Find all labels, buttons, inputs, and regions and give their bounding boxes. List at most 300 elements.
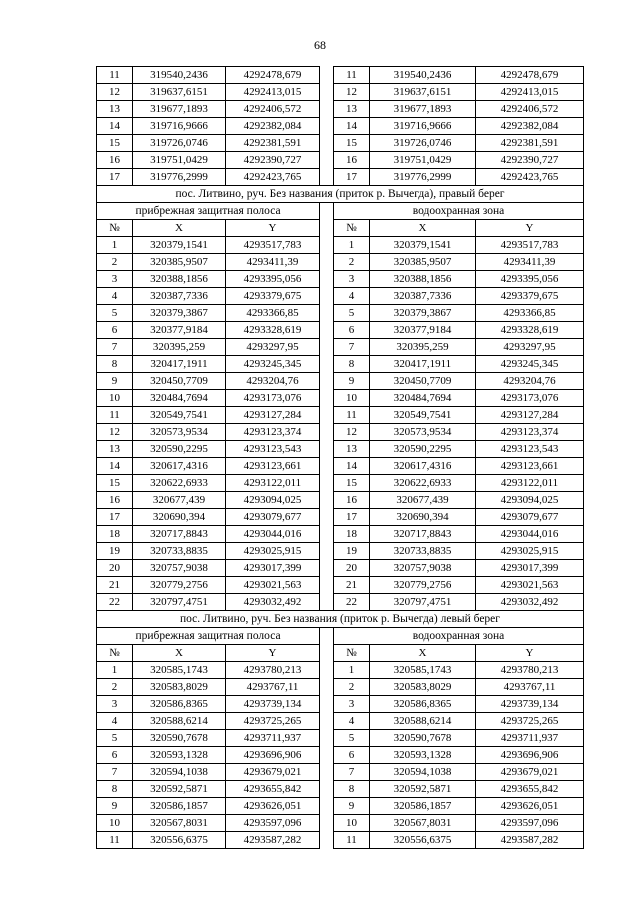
- table-cell: 4292381,591: [476, 135, 584, 152]
- column-gap: [320, 764, 334, 781]
- table-cell: 319677,1893: [370, 101, 476, 118]
- column-gap: [320, 441, 334, 458]
- table-cell: 4293696,906: [476, 747, 584, 764]
- table-row: [97, 118, 584, 135]
- table-cell: 320585,1743: [133, 662, 226, 679]
- column-gap: [320, 594, 334, 611]
- table-cell: 320797,4751: [370, 594, 476, 611]
- table-cell: 22: [334, 594, 370, 611]
- table-cell: 15: [97, 475, 133, 492]
- table-cell: Y: [476, 220, 584, 237]
- table-cell: 320592,5871: [370, 781, 476, 798]
- table-cell: 4292478,679: [476, 67, 584, 84]
- table-cell: 4293597,096: [476, 815, 584, 832]
- coordinates-table: [96, 66, 584, 849]
- table-cell: 320617,4316: [370, 458, 476, 475]
- table-cell: 4293696,906: [226, 747, 320, 764]
- table-cell: 14: [97, 458, 133, 475]
- table-cell: 4293328,619: [476, 322, 584, 339]
- table-row: [97, 764, 584, 781]
- table-cell: 320622,6933: [370, 475, 476, 492]
- table-cell: 11: [334, 67, 370, 84]
- table-cell: 2: [334, 254, 370, 271]
- table-cell: 4293025,915: [476, 543, 584, 560]
- column-gap: [320, 815, 334, 832]
- table-cell: 11: [334, 407, 370, 424]
- table-cell: 320379,3867: [133, 305, 226, 322]
- table-cell: 21: [334, 577, 370, 594]
- table-cell: 16: [334, 152, 370, 169]
- table-row: [97, 815, 584, 832]
- table-cell: 4293173,076: [476, 390, 584, 407]
- table-cell: 20: [334, 560, 370, 577]
- table-cell: 7: [334, 764, 370, 781]
- table-cell: 4293017,399: [476, 560, 584, 577]
- page-number: 68: [314, 38, 326, 52]
- table-cell: 4: [334, 713, 370, 730]
- table-cell: 12: [97, 424, 133, 441]
- table-cell: 3: [97, 696, 133, 713]
- table-cell: 320450,7709: [370, 373, 476, 390]
- table-cell: 320417,1911: [133, 356, 226, 373]
- table-cell: 4293079,677: [476, 509, 584, 526]
- table-cell: 4293173,076: [226, 390, 320, 407]
- table-cell: 9: [97, 798, 133, 815]
- column-gap: [320, 169, 334, 186]
- table-cell: 3: [97, 271, 133, 288]
- table-cell: 16: [334, 492, 370, 509]
- table-cell: 320395,259: [133, 339, 226, 356]
- zone-header-row: [97, 628, 584, 645]
- table-cell: 320484,7694: [133, 390, 226, 407]
- coordinates-table-body: [97, 67, 584, 849]
- table-cell: 4293711,937: [226, 730, 320, 747]
- table-row: [97, 84, 584, 101]
- table-cell: 319637,6151: [133, 84, 226, 101]
- column-gap: [320, 84, 334, 101]
- table-cell: 3: [334, 271, 370, 288]
- table-cell: 16: [97, 152, 133, 169]
- table-cell: 12: [334, 424, 370, 441]
- table-cell: 13: [97, 441, 133, 458]
- table-row: [97, 373, 584, 390]
- table-cell: 10: [97, 815, 133, 832]
- column-gap: [320, 356, 334, 373]
- table-cell: 320549,7541: [133, 407, 226, 424]
- table-cell: 320556,6375: [370, 832, 476, 849]
- table-cell: 18: [97, 526, 133, 543]
- column-gap: [320, 509, 334, 526]
- table-cell: 320388,1856: [133, 271, 226, 288]
- table-cell: 14: [97, 118, 133, 135]
- table-cell: 4: [97, 713, 133, 730]
- table-cell: 320594,1038: [370, 764, 476, 781]
- table-row: [97, 424, 584, 441]
- column-gap: [320, 645, 334, 662]
- column-gap: [320, 288, 334, 305]
- table-cell: 319540,2436: [370, 67, 476, 84]
- table-cell: 320779,2756: [133, 577, 226, 594]
- column-gap: [320, 271, 334, 288]
- table-cell: 320592,5871: [133, 781, 226, 798]
- table-row: [97, 169, 584, 186]
- table-row: [97, 543, 584, 560]
- table-cell: 2: [97, 254, 133, 271]
- table-cell: 4293655,842: [476, 781, 584, 798]
- table-cell: 319776,2999: [133, 169, 226, 186]
- table-cell: 4293245,345: [226, 356, 320, 373]
- table-cell: 4293032,492: [476, 594, 584, 611]
- table-row: [97, 390, 584, 407]
- table-row: [97, 781, 584, 798]
- column-gap: [320, 407, 334, 424]
- table-cell: 4293123,661: [226, 458, 320, 475]
- column-gap: [320, 526, 334, 543]
- table-cell: 4293366,85: [476, 305, 584, 322]
- table-cell: 10: [97, 390, 133, 407]
- table-cell: 4293021,563: [226, 577, 320, 594]
- table-cell: 320757,9038: [133, 560, 226, 577]
- table-row: [97, 747, 584, 764]
- table-cell: 319751,0429: [370, 152, 476, 169]
- table-cell: 12: [334, 84, 370, 101]
- table-cell: 320622,6933: [133, 475, 226, 492]
- table-cell: 5: [334, 730, 370, 747]
- table-cell: 4293123,543: [476, 441, 584, 458]
- table-row: [97, 458, 584, 475]
- table-cell: 7: [334, 339, 370, 356]
- table-cell: 12: [97, 84, 133, 101]
- table-cell: 320757,9038: [370, 560, 476, 577]
- table-cell: 4292478,679: [226, 67, 320, 84]
- table-cell: 17: [334, 509, 370, 526]
- table-cell: 13: [334, 441, 370, 458]
- table-cell: 4292382,084: [476, 118, 584, 135]
- table-row: [97, 152, 584, 169]
- table-row: [97, 322, 584, 339]
- table-row: [97, 832, 584, 849]
- table-cell: 8: [97, 356, 133, 373]
- table-cell: 4: [97, 288, 133, 305]
- table-cell: 4292382,084: [226, 118, 320, 135]
- zone-label-left: прибрежная защитная полоса: [97, 628, 320, 645]
- table-row: [97, 492, 584, 509]
- table-cell: 4293395,056: [226, 271, 320, 288]
- table-cell: 320583,8029: [370, 679, 476, 696]
- table-cell: 4293725,265: [226, 713, 320, 730]
- column-gap: [320, 730, 334, 747]
- table-cell: 4293032,492: [226, 594, 320, 611]
- table-cell: 4293204,76: [226, 373, 320, 390]
- table-cell: 10: [334, 390, 370, 407]
- table-cell: 8: [97, 781, 133, 798]
- table-row: [97, 67, 584, 84]
- table-cell: 1: [97, 662, 133, 679]
- table-cell: 4293780,213: [476, 662, 584, 679]
- table-cell: X: [370, 645, 476, 662]
- table-cell: 4293017,399: [226, 560, 320, 577]
- section-title: пос. Литвино, руч. Без названия (приток р. Вычегда) левый берег: [97, 611, 584, 628]
- table-cell: 319751,0429: [133, 152, 226, 169]
- table-cell: 4292423,765: [226, 169, 320, 186]
- table-cell: X: [370, 220, 476, 237]
- table-cell: 320567,8031: [370, 815, 476, 832]
- column-gap: [320, 747, 334, 764]
- table-row: [97, 798, 584, 815]
- table-row: [97, 577, 584, 594]
- table-cell: 4293079,677: [226, 509, 320, 526]
- column-gap: [320, 237, 334, 254]
- column-gap: [320, 390, 334, 407]
- column-gap: [320, 679, 334, 696]
- table-cell: 320377,9184: [370, 322, 476, 339]
- table-cell: 4293123,661: [476, 458, 584, 475]
- zone-label-left: прибрежная защитная полоса: [97, 203, 320, 220]
- table-cell: 4293767,11: [226, 679, 320, 696]
- table-cell: 320586,1857: [370, 798, 476, 815]
- column-gap: [320, 713, 334, 730]
- table-cell: Y: [476, 645, 584, 662]
- zone-label-right: водоохранная зона: [334, 628, 584, 645]
- table-cell: 4293655,842: [226, 781, 320, 798]
- column-gap: [320, 424, 334, 441]
- table-cell: 320395,259: [370, 339, 476, 356]
- table-cell: 320590,2295: [133, 441, 226, 458]
- column-gap: [320, 577, 334, 594]
- table-cell: 4292423,765: [476, 169, 584, 186]
- table-cell: 13: [97, 101, 133, 118]
- table-cell: 14: [334, 458, 370, 475]
- table-cell: 13: [334, 101, 370, 118]
- table-cell: 21: [97, 577, 133, 594]
- table-cell: X: [133, 220, 226, 237]
- table-cell: 4: [334, 288, 370, 305]
- table-cell: 320585,1743: [370, 662, 476, 679]
- table-cell: 320717,8843: [370, 526, 476, 543]
- table-cell: 4293679,021: [226, 764, 320, 781]
- table-row: [97, 441, 584, 458]
- table-cell: 320573,9534: [133, 424, 226, 441]
- table-cell: 320417,1911: [370, 356, 476, 373]
- table-cell: 320379,1541: [370, 237, 476, 254]
- table-cell: 6: [97, 747, 133, 764]
- table-cell: 320379,1541: [133, 237, 226, 254]
- table-cell: 4293127,284: [476, 407, 584, 424]
- table-cell: 6: [334, 747, 370, 764]
- column-gap: [320, 101, 334, 118]
- column-gap: [320, 339, 334, 356]
- table-cell: X: [133, 645, 226, 662]
- table-cell: 320387,7336: [133, 288, 226, 305]
- table-cell: 319677,1893: [133, 101, 226, 118]
- table-cell: 320690,394: [133, 509, 226, 526]
- table-cell: 4293044,016: [476, 526, 584, 543]
- table-cell: 4292390,727: [476, 152, 584, 169]
- table-cell: 4293597,096: [226, 815, 320, 832]
- table-cell: 4293711,937: [476, 730, 584, 747]
- table-cell: 4293094,025: [476, 492, 584, 509]
- table-cell: 320387,7336: [370, 288, 476, 305]
- table-cell: 11: [97, 407, 133, 424]
- table-cell: 320588,6214: [133, 713, 226, 730]
- table-cell: 320779,2756: [370, 577, 476, 594]
- column-gap: [320, 135, 334, 152]
- table-row: [97, 696, 584, 713]
- table-cell: 319540,2436: [133, 67, 226, 84]
- table-row: [97, 560, 584, 577]
- table-cell: 319726,0746: [370, 135, 476, 152]
- table-cell: 320586,1857: [133, 798, 226, 815]
- table-cell: 320484,7694: [370, 390, 476, 407]
- column-gap: [320, 220, 334, 237]
- table-cell: 4293379,675: [226, 288, 320, 305]
- table-cell: 4293411,39: [476, 254, 584, 271]
- table-cell: 4293411,39: [226, 254, 320, 271]
- table-row: [97, 730, 584, 747]
- table-cell: 15: [97, 135, 133, 152]
- table-cell: №: [97, 220, 133, 237]
- table-cell: 2: [334, 679, 370, 696]
- table-cell: 3: [334, 696, 370, 713]
- table-row: [97, 356, 584, 373]
- table-cell: 5: [97, 730, 133, 747]
- table-row: [97, 305, 584, 322]
- table-cell: 9: [97, 373, 133, 390]
- table-cell: 15: [334, 135, 370, 152]
- table-cell: 320593,1328: [370, 747, 476, 764]
- zone-label-right: водоохранная зона: [334, 203, 584, 220]
- table-cell: 4293122,011: [226, 475, 320, 492]
- table-cell: 320573,9534: [370, 424, 476, 441]
- table-cell: 320450,7709: [133, 373, 226, 390]
- column-header-row: [97, 645, 584, 662]
- table-cell: 7: [97, 764, 133, 781]
- column-gap: [320, 781, 334, 798]
- table-cell: 4293297,95: [476, 339, 584, 356]
- table-cell: 16: [97, 492, 133, 509]
- table-row: [97, 339, 584, 356]
- table-cell: 20: [97, 560, 133, 577]
- table-cell: 4292381,591: [226, 135, 320, 152]
- table-cell: 320690,394: [370, 509, 476, 526]
- table-cell: 4293517,783: [226, 237, 320, 254]
- table-cell: 4293739,134: [476, 696, 584, 713]
- table-cell: 4293204,76: [476, 373, 584, 390]
- column-gap: [320, 67, 334, 84]
- table-cell: 5: [334, 305, 370, 322]
- column-gap: [320, 118, 334, 135]
- table-cell: 17: [97, 509, 133, 526]
- table-cell: 320590,7678: [133, 730, 226, 747]
- table-cell: 320586,8365: [133, 696, 226, 713]
- table-cell: 11: [97, 67, 133, 84]
- section-title-row: [97, 611, 584, 628]
- table-cell: 320549,7541: [370, 407, 476, 424]
- table-cell: 6: [334, 322, 370, 339]
- table-cell: 1: [97, 237, 133, 254]
- table-cell: 19: [334, 543, 370, 560]
- table-cell: 4293297,95: [226, 339, 320, 356]
- table-cell: 319776,2999: [370, 169, 476, 186]
- table-row: [97, 594, 584, 611]
- table-cell: 4293725,265: [476, 713, 584, 730]
- table-cell: 4293366,85: [226, 305, 320, 322]
- column-gap: [320, 475, 334, 492]
- table-cell: 4293679,021: [476, 764, 584, 781]
- table-cell: 4293025,915: [226, 543, 320, 560]
- table-cell: 4293127,284: [226, 407, 320, 424]
- column-gap: [320, 560, 334, 577]
- table-cell: 1: [334, 662, 370, 679]
- table-cell: 320594,1038: [133, 764, 226, 781]
- section-title-row: [97, 186, 584, 203]
- table-cell: 4293123,543: [226, 441, 320, 458]
- table-cell: 4293021,563: [476, 577, 584, 594]
- table-cell: 19: [97, 543, 133, 560]
- table-cell: 17: [97, 169, 133, 186]
- table-cell: 4293767,11: [476, 679, 584, 696]
- table-cell: 320677,439: [370, 492, 476, 509]
- table-cell: 319637,6151: [370, 84, 476, 101]
- column-gap: [320, 628, 334, 645]
- table-row: [97, 475, 584, 492]
- table-cell: 7: [97, 339, 133, 356]
- table-cell: 8: [334, 781, 370, 798]
- table-cell: 4293517,783: [476, 237, 584, 254]
- table-cell: 4292406,572: [226, 101, 320, 118]
- column-gap: [320, 305, 334, 322]
- table-cell: №: [334, 645, 370, 662]
- table-row: [97, 407, 584, 424]
- table-cell: 4293328,619: [226, 322, 320, 339]
- table-cell: 320388,1856: [370, 271, 476, 288]
- column-gap: [320, 798, 334, 815]
- table-cell: 15: [334, 475, 370, 492]
- table-cell: 320556,6375: [133, 832, 226, 849]
- table-cell: 320617,4316: [133, 458, 226, 475]
- table-cell: 4293122,011: [476, 475, 584, 492]
- table-cell: 5: [97, 305, 133, 322]
- table-cell: 320590,7678: [370, 730, 476, 747]
- table-cell: 320385,9507: [133, 254, 226, 271]
- column-gap: [320, 458, 334, 475]
- table-cell: 4293739,134: [226, 696, 320, 713]
- column-gap: [320, 492, 334, 509]
- table-cell: 4293123,374: [476, 424, 584, 441]
- table-cell: 320377,9184: [133, 322, 226, 339]
- table-cell: 320385,9507: [370, 254, 476, 271]
- table-cell: 320733,8835: [370, 543, 476, 560]
- table-row: [97, 662, 584, 679]
- table-cell: 11: [334, 832, 370, 849]
- table-cell: 319726,0746: [133, 135, 226, 152]
- table-cell: 4292406,572: [476, 101, 584, 118]
- table-cell: 4293379,675: [476, 288, 584, 305]
- column-gap: [320, 322, 334, 339]
- table-cell: 320586,8365: [370, 696, 476, 713]
- table-cell: 2: [97, 679, 133, 696]
- table-row: [97, 101, 584, 118]
- zone-header-row: [97, 203, 584, 220]
- table-cell: №: [97, 645, 133, 662]
- table-cell: №: [334, 220, 370, 237]
- table-cell: 4293395,056: [476, 271, 584, 288]
- table-cell: 319716,9666: [370, 118, 476, 135]
- table-cell: 11: [97, 832, 133, 849]
- table-cell: Y: [226, 220, 320, 237]
- table-cell: 320733,8835: [133, 543, 226, 560]
- table-cell: 8: [334, 356, 370, 373]
